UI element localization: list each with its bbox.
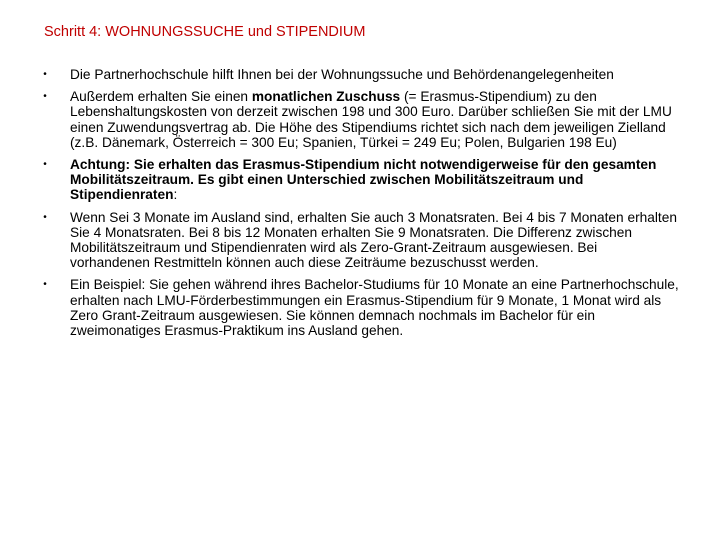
bullet-item-housing <box>44 67 680 82</box>
bullet-text: (= Erasmus-Stipendium) zu den Lebenshaltungskosten von derzeit zwischen 198 und 300 Euro. Darüber schließen Sie mit der LMU einen Zuwendungsvertrag ab. Die Höhe des Stipendiums richtet sich nach dem jeweiligen Zielland (z.B. Dänemark, Österreich = 300 Eu; Spanien, Türkei = 249 Eu; Polen, Bulgarien 198 Eu) <box>70 89 672 150</box>
bullet-text: Ein Beispiel: Sie gehen während ihres Bachelor-Studiums für 10 Monate an eine Partnerhochschule, erhalten nach LMU-Förderbestimmungen ein Erasmus-Stipendium für 9 Monate, 1 Monat wird als Zero Grant-Zeitraum ausgewiesen. Sie können demnach nochmals im Bachelor für ein zweimonatiges Erasmus-Praktikum ins Ausland gehen. <box>70 277 679 339</box>
bullet-dot-icon: • <box>43 159 47 171</box>
bullet-text: Die Partnerhochschule hilft Ihnen bei der Wohnungssuche und Behördenangelegenheiten <box>70 67 614 82</box>
bullet-item-example <box>44 277 680 338</box>
bullet-item-warning <box>44 157 680 203</box>
bullet-dot-icon: • <box>43 91 47 103</box>
bullet-dot-icon: • <box>43 211 47 223</box>
bullet-list <box>44 67 680 345</box>
bullet-text: : <box>173 187 178 203</box>
bullet-text: Außerdem erhalten Sie einen <box>70 89 252 105</box>
slide-title: Schritt 4: WOHNUNGSSUCHE und STIPENDIUM <box>44 24 366 40</box>
bullet-item-grant <box>44 89 680 150</box>
bullet-item-rates <box>44 210 680 271</box>
bullet-dot-icon: • <box>43 279 47 291</box>
bullet-dot-icon: • <box>43 69 47 80</box>
bullet-text: Wenn Sei 3 Monate im Ausland sind, erhalten Sie auch 3 Monatsraten. Bei 4 bis 7 Monaten erhalten Sie 4 Monatsraten. Bei 8 bis 12 Monaten erhalten Sie 9 Monatsraten. Die Differenz zwischen Mobilitätszeitraum und Stipendienraten wird als Zero-Grant-Zeitraum ausgewiesen. Bei vorhandenen Restmitteln können auch diese Zeiträume bezuschusst werden. <box>70 209 677 271</box>
bullet-text-bold: Achtung: Sie erhalten das Erasmus-Stipendium nicht notwendigerweise für den gesamten Mobilitätszeitraum. Es gibt einen Unterschied zwischen Mobilitätszeitraum und Stipendienraten <box>70 157 657 203</box>
bullet-text-bold: monatlichen Zuschuss <box>251 89 401 105</box>
